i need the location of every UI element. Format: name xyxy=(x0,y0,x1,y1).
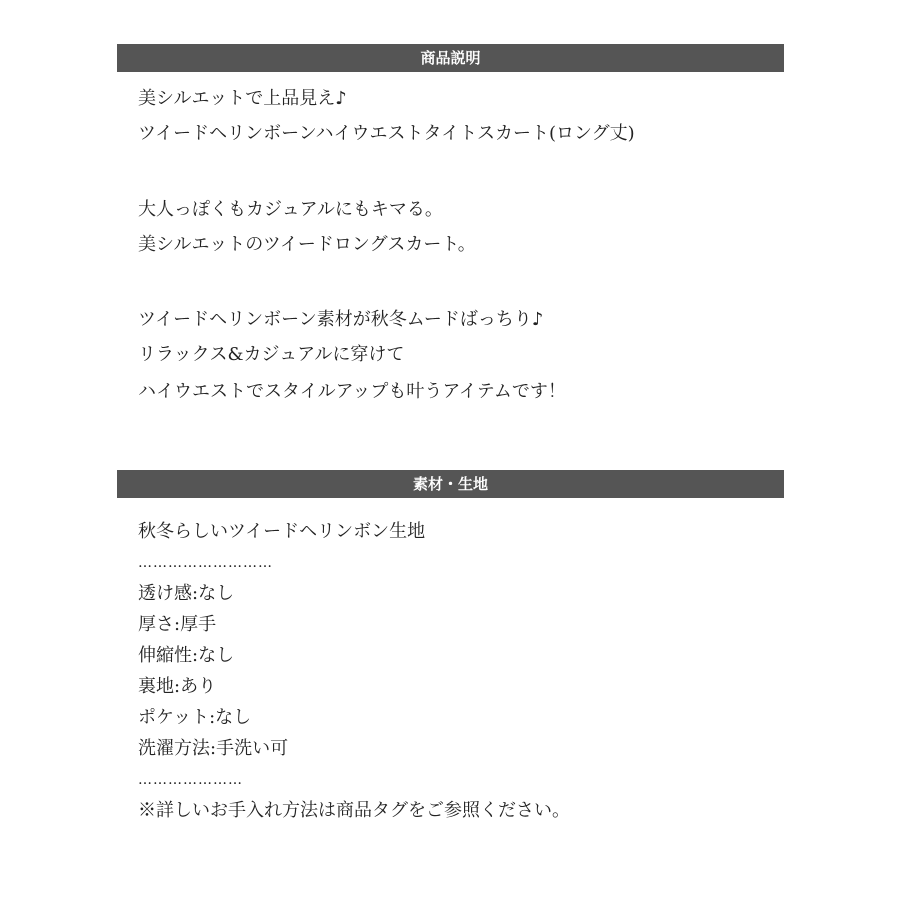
spec-thickness: 厚さ:厚手 xyxy=(138,614,217,635)
description-line: リラックス&カジュアルに穿けて xyxy=(138,344,405,365)
description-line: ハイウエストでスタイルアップも叶うアイテムです！ xyxy=(138,381,566,402)
description-line: ツイードヘリンボーンハイウエストタイトスカート(ロング丈) xyxy=(138,123,635,144)
care-note: ※詳しいお手入れ方法は商品タグをご参照ください。 xyxy=(138,800,570,821)
description-line: 美シルエットのツイードロングスカート。 xyxy=(138,234,476,255)
spec-transparency: 透け感:なし xyxy=(138,583,235,604)
spec-stretch: 伸縮性:なし xyxy=(138,645,235,666)
divider-bottom: ………………… xyxy=(138,772,243,788)
spec-pocket: ポケット:なし xyxy=(138,707,252,728)
description-line: 大人っぽくもカジュアルにもキマる。 xyxy=(138,199,443,220)
spec-washing: 洗濯方法:手洗い可 xyxy=(138,738,289,759)
description-line: ツイードヘリンボーン素材が秋冬ムードばっちり♪ xyxy=(138,309,544,330)
description-line: 美シルエットで上品見え♪ xyxy=(138,88,347,109)
section-header-material: 素材・生地 xyxy=(117,470,784,498)
divider-top: ……………………… xyxy=(138,555,273,571)
spec-lining: 裏地:あり xyxy=(138,676,217,697)
material-title: 秋冬らしいツイードヘリンボン生地 xyxy=(138,521,426,542)
section-header-description: 商品説明 xyxy=(117,44,784,72)
